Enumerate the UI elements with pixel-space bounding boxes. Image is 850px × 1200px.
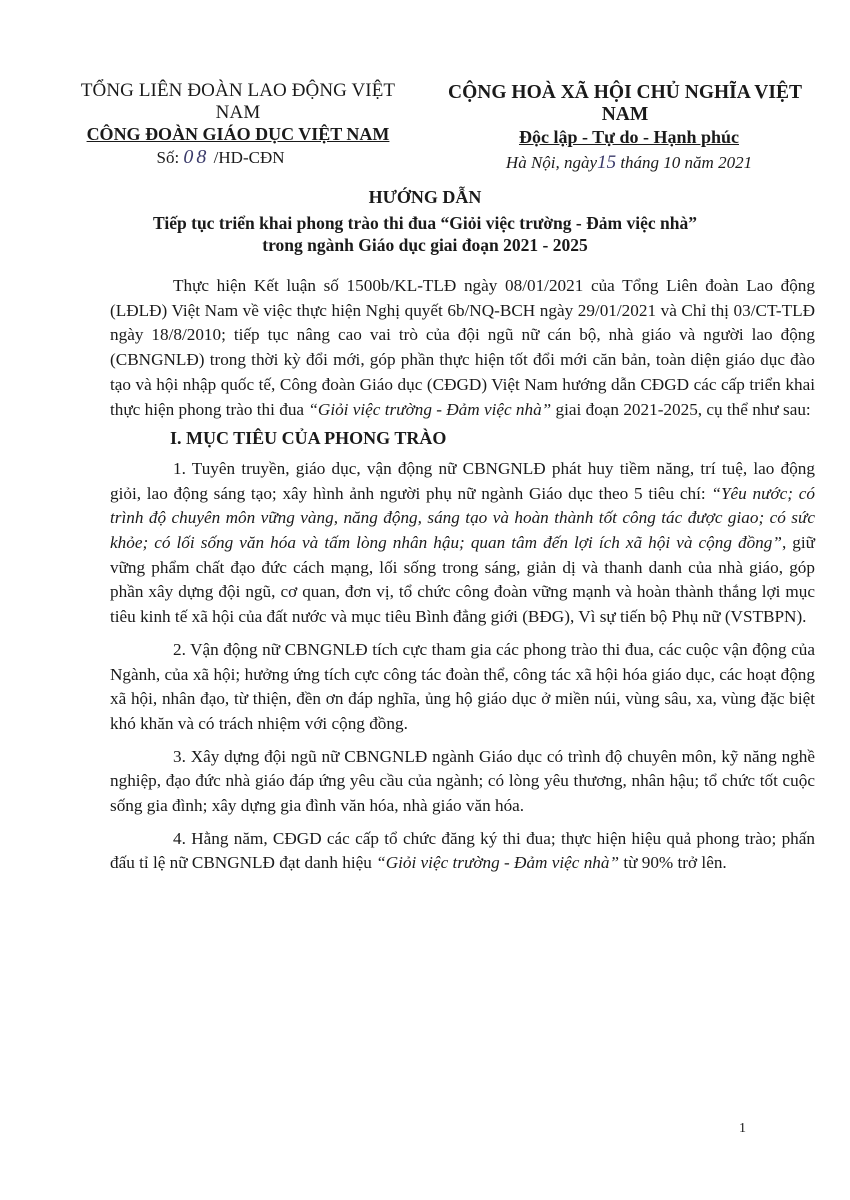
number-handwritten: 08: [183, 146, 210, 168]
intro-text-2: giai đoạn 2021-2025, cụ thể như sau:: [551, 399, 811, 419]
intro-paragraph: [110, 274, 815, 422]
document-title: [0, 187, 850, 256]
date-prefix: Hà Nội, ngày: [505, 153, 598, 172]
title-line-1: Tiếp tục triển khai phong trào thi đua “Giỏi việc trường - Đảm việc nhà”: [153, 213, 697, 233]
item-3-paragraph: 3. Xây dựng đội ngũ nữ CBNGNLĐ ngành Giáo dục có trình độ chuyên môn, kỹ năng nghề nghiệp, đạo đức nhà giáo đáp ứng yêu cầu của ngành; có lòng yêu thương, nhân hậu; tổ chức tốt cuộc sống gia đình; xây dựng gia đình văn hóa, nhà giáo văn hóa.: [110, 746, 815, 816]
org-name: TỔNG LIÊN ĐOÀN LAO ĐỘNG VIỆT NAM: [80, 80, 396, 123]
document-type: HƯỚNG DẪN: [368, 187, 482, 207]
item-4-text-italic: “Giỏi việc trường - Đảm việc nhà”: [376, 853, 620, 873]
number-suffix: /HD-CĐN: [213, 148, 285, 167]
item-1-text-italic: “Yêu nước; có trình độ chuyên môn vững vàng, năng động, sáng tạo và hoàn thành tốt công tác được giao; có sức khỏe; có lối sống văn hóa và tấm lòng nhân hậu; quan tâm đến lợi ích xã hội và cộng đồng”: [110, 483, 815, 553]
document-body: [110, 274, 815, 876]
nation-motto: Độc lập - Tự do - Hạnh phúc: [518, 127, 740, 147]
title-line-2: trong ngành Giáo dục giai đoạn 2021 - 2025: [262, 235, 588, 255]
item-2-paragraph: 2. Vận động nữ CBNGNLĐ tích cực tham gia các phong trào thi đua, các cuộc vận động của Ngành, của xã hội; hưởng ứng tích cực công tác đoàn thể, công tác xã hội hóa giáo dục, các hoạt động xã hội, nhân đạo, từ thiện, đền ơn đáp nghĩa, ủng hộ giáo dục ở miền núi, vùng sâu, xa, vùng đặc biệt khó khăn và có trách nhiệm với cộng đồng.: [110, 639, 815, 733]
item-1-text-1: 1. Tuyên truyền, giáo dục, vận động nữ CBNGNLĐ phát huy tiềm năng, trí tuệ, lao động giỏi, lao động sáng tạo; xây hình ảnh người phụ nữ ngành Giáo dục theo 5 tiêu chí:: [110, 458, 815, 503]
item-1-paragraph: [110, 457, 815, 630]
item-1-text-2: , giữ vững phẩm chất đạo đức cách mạng, lối sống trong sáng, giản dị và thanh danh của nhà giáo, góp phần xây dựng đội ngũ, cơ quan, đơn vị, tổ chức công đoàn vững mạnh và hoàn thành thắng lợi mục tiêu kinh tế xã hội của đất nước và mục tiêu Bình đẳng giới (BĐG), Vì sự tiến bộ Phụ nữ (VSTBPN).: [110, 533, 815, 627]
header-left: [58, 80, 418, 169]
section-heading: I. MỤC TIÊU CỦA PHONG TRÀO: [170, 428, 447, 449]
intro-text-italic: “Giỏi việc trường - Đảm việc nhà”: [308, 399, 552, 419]
date-day-handwritten: 15: [597, 152, 617, 173]
intro-text-1: Thực hiện Kết luận số 1500b/KL-TLĐ ngày 08/01/2021 của Tổng Liên đoàn Lao động (LĐLĐ) Việt Nam về việc thực hiện Nghị quyết 6b/NQ-BCH ngày 29/01/2021 và Chỉ thị 03/CT-TLĐ ngày 18/8/2010; tiếp tục nâng cao vai trò của đội ngũ nữ cán bộ, nhà giáo và người lao động (CBNGNLĐ) trong thời kỳ đổi mới, góp phần thực hiện tốt đổi mới căn bản, toàn diện giáo dục đào tạo và hội nhập quốc tế, Công đoàn Giáo dục (CĐGD) Việt Nam hướng dẫn CĐGD các cấp triển khai thực hiện phong trào thi đua: [110, 276, 815, 419]
document-number: [23, 146, 418, 169]
document-date: [433, 152, 825, 174]
header-right: [425, 82, 825, 174]
date-suffix: tháng 10 năm 2021: [620, 153, 753, 172]
item-4-text-1: 4. Hằng năm, CĐGD các cấp tổ chức đăng ký thi đua; thực hiện hiệu quả phong trào; phấn đấu tỉ lệ nữ CBNGNLĐ đạt danh hiệu: [110, 828, 815, 873]
sub-org-name: CÔNG ĐOÀN GIÁO DỤC VIỆT NAM: [86, 124, 390, 144]
item-4-text-2: từ 90% trở lên.: [619, 853, 727, 873]
page-number: 1: [739, 1121, 746, 1136]
number-prefix: Số:: [156, 148, 180, 167]
item-4-paragraph: [110, 827, 815, 876]
nation-title: CỘNG HOÀ XÃ HỘI CHỦ NGHĨA VIỆT NAM: [448, 82, 802, 125]
